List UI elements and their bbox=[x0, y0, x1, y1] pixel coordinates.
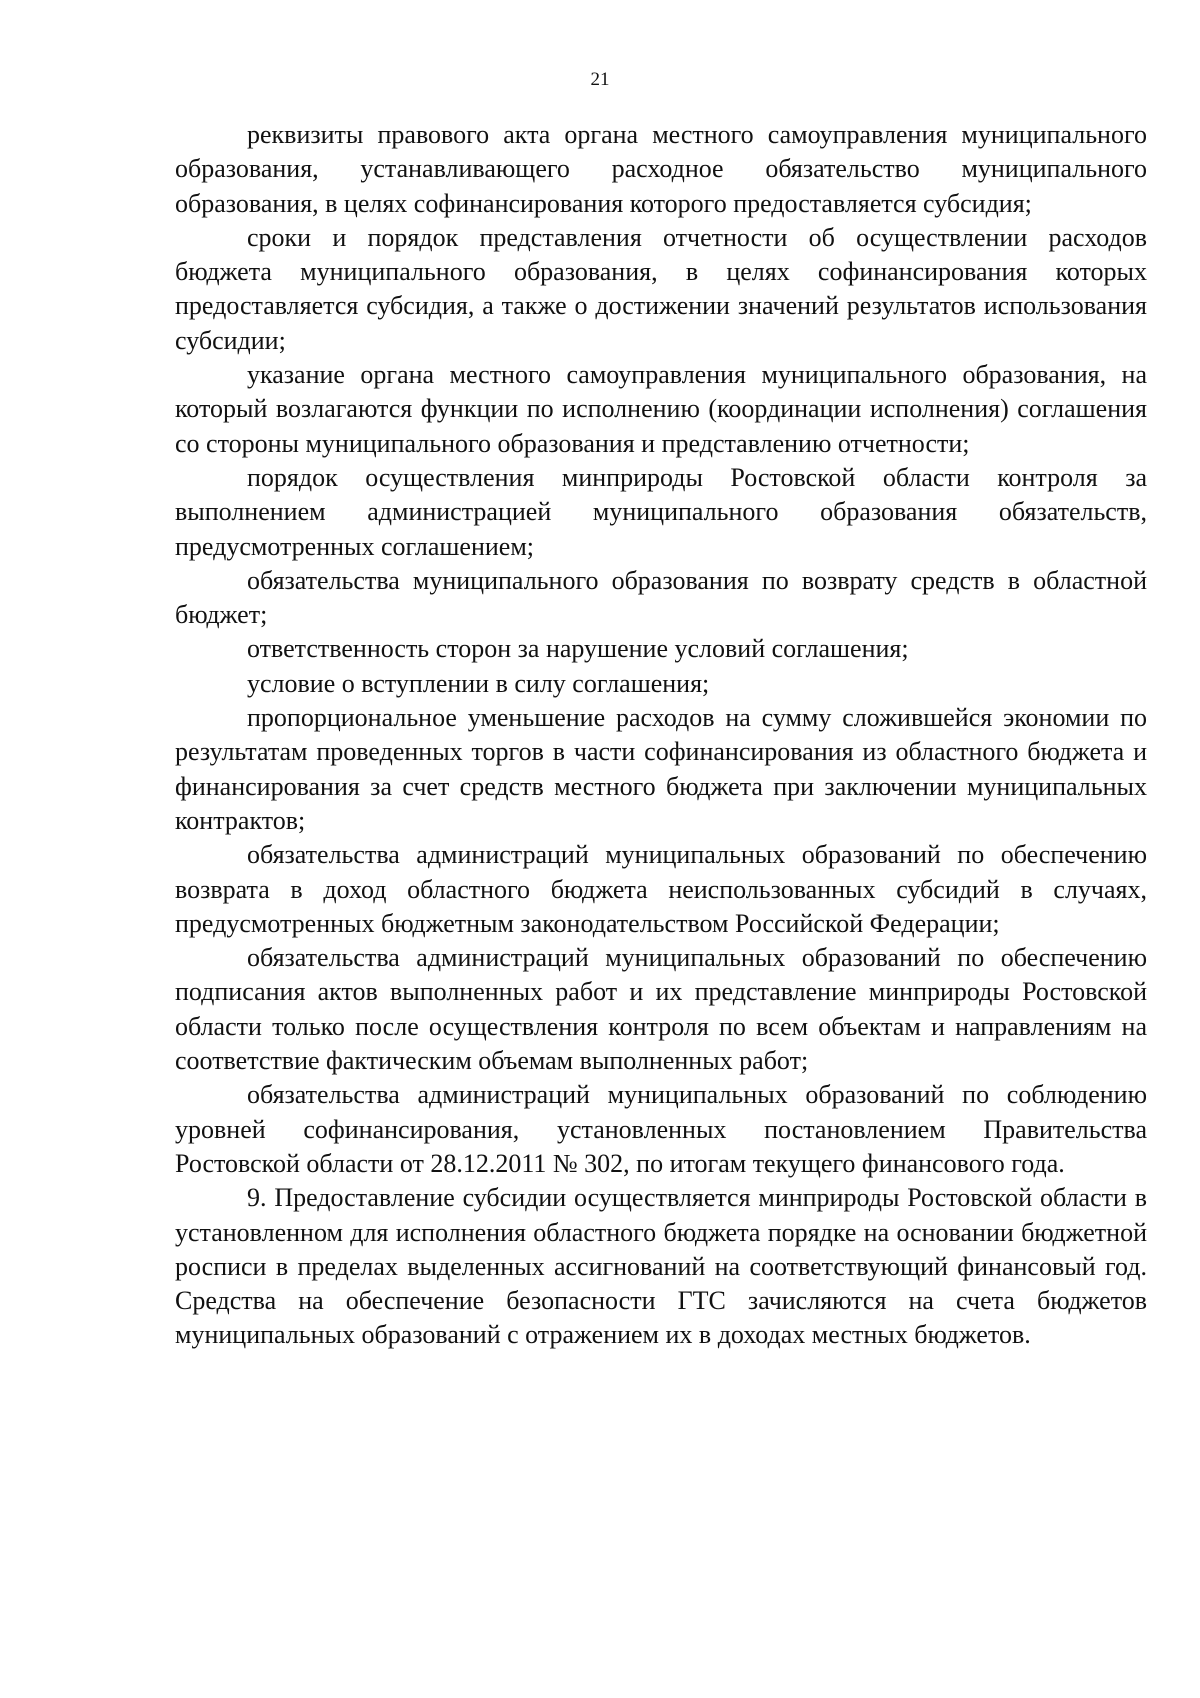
paragraph-control-procedure: порядок осуществления минприроды Ростовской области контроля за выполнением администрацией муниципального образования обязательств, предусмотренных соглашением; bbox=[175, 462, 1147, 561]
paragraph-proportional-reduction: пропорциональное уменьшение расходов на сумму сложившейся экономии по результатам проведенных торгов в части софинансирования из областного бюджета и финансирования за счет средств местного бюджета при заключении муниципальных контрактов; bbox=[175, 703, 1147, 835]
paragraph-acts-signing: обязательства администраций муниципальных образований по обеспечению подписания актов выполненных работ и их представление минприроды Ростовской области только после осуществления контроля по всем объектам и направлениям на соответствие фактическим объемам выполненных работ; bbox=[175, 943, 1147, 1076]
paragraph-reporting-terms: сроки и порядок представления отчетности об осуществлении расходов бюджета муниципального образования, в целях софинансирования которых предоставляется субсидия, а также о достижении значений результатов использования субсидии; bbox=[175, 222, 1147, 355]
paragraph-liability: ответственность сторон за нарушение условий соглашения; bbox=[247, 634, 909, 664]
paragraph-refund-obligations: обязательства муниципального образования по возврату средств в областной бюджет; bbox=[175, 565, 1147, 630]
paragraph-unused-subsidy-return: обязательства администраций муниципальных образований по обеспечению возврата в доход областного бюджета неиспользованных субсидий в случаях, предусмотренных бюджетным законодательством Российской Федерации; bbox=[175, 840, 1147, 938]
paragraph-responsible-body: указание органа местного самоуправления муниципального образования, на который возлагаются функции по исполнению (координации исполнения) соглашения со стороны муниципального образования и представлению отчетности; bbox=[175, 360, 1147, 458]
document-body bbox=[175, 118, 1147, 1353]
paragraph-cofinancing-levels: обязательства администраций муниципальных образований по соблюдению уровней софинансирования, установленных постановлением Правительства Ростовской области от 28.12.2011 № 302, по итогам текущего финансового года. bbox=[175, 1080, 1147, 1178]
paragraph-item-9: 9. Предоставление субсидии осуществляется минприроды Ростовской области в установленном для исполнения областного бюджета порядке на основании бюджетной росписи в пределах выделенных ассигнований на соответствующий финансовый год. Средства на обеспечение безопасности ГТС зачисляются на счета бюджетов муниципальных образований с отражением их в доходах местных бюджетов. bbox=[175, 1183, 1147, 1350]
paragraph-entry-into-force: условие о вступлении в силу соглашения; bbox=[247, 668, 710, 698]
paragraph-requisites: реквизиты правового акта органа местного самоуправления муниципального образования, устанавливающего расходное обязательство муниципального образования, в целях софинансирования которого предоставляется субсидия; bbox=[175, 120, 1147, 218]
page-number: 21 bbox=[590, 69, 610, 90]
